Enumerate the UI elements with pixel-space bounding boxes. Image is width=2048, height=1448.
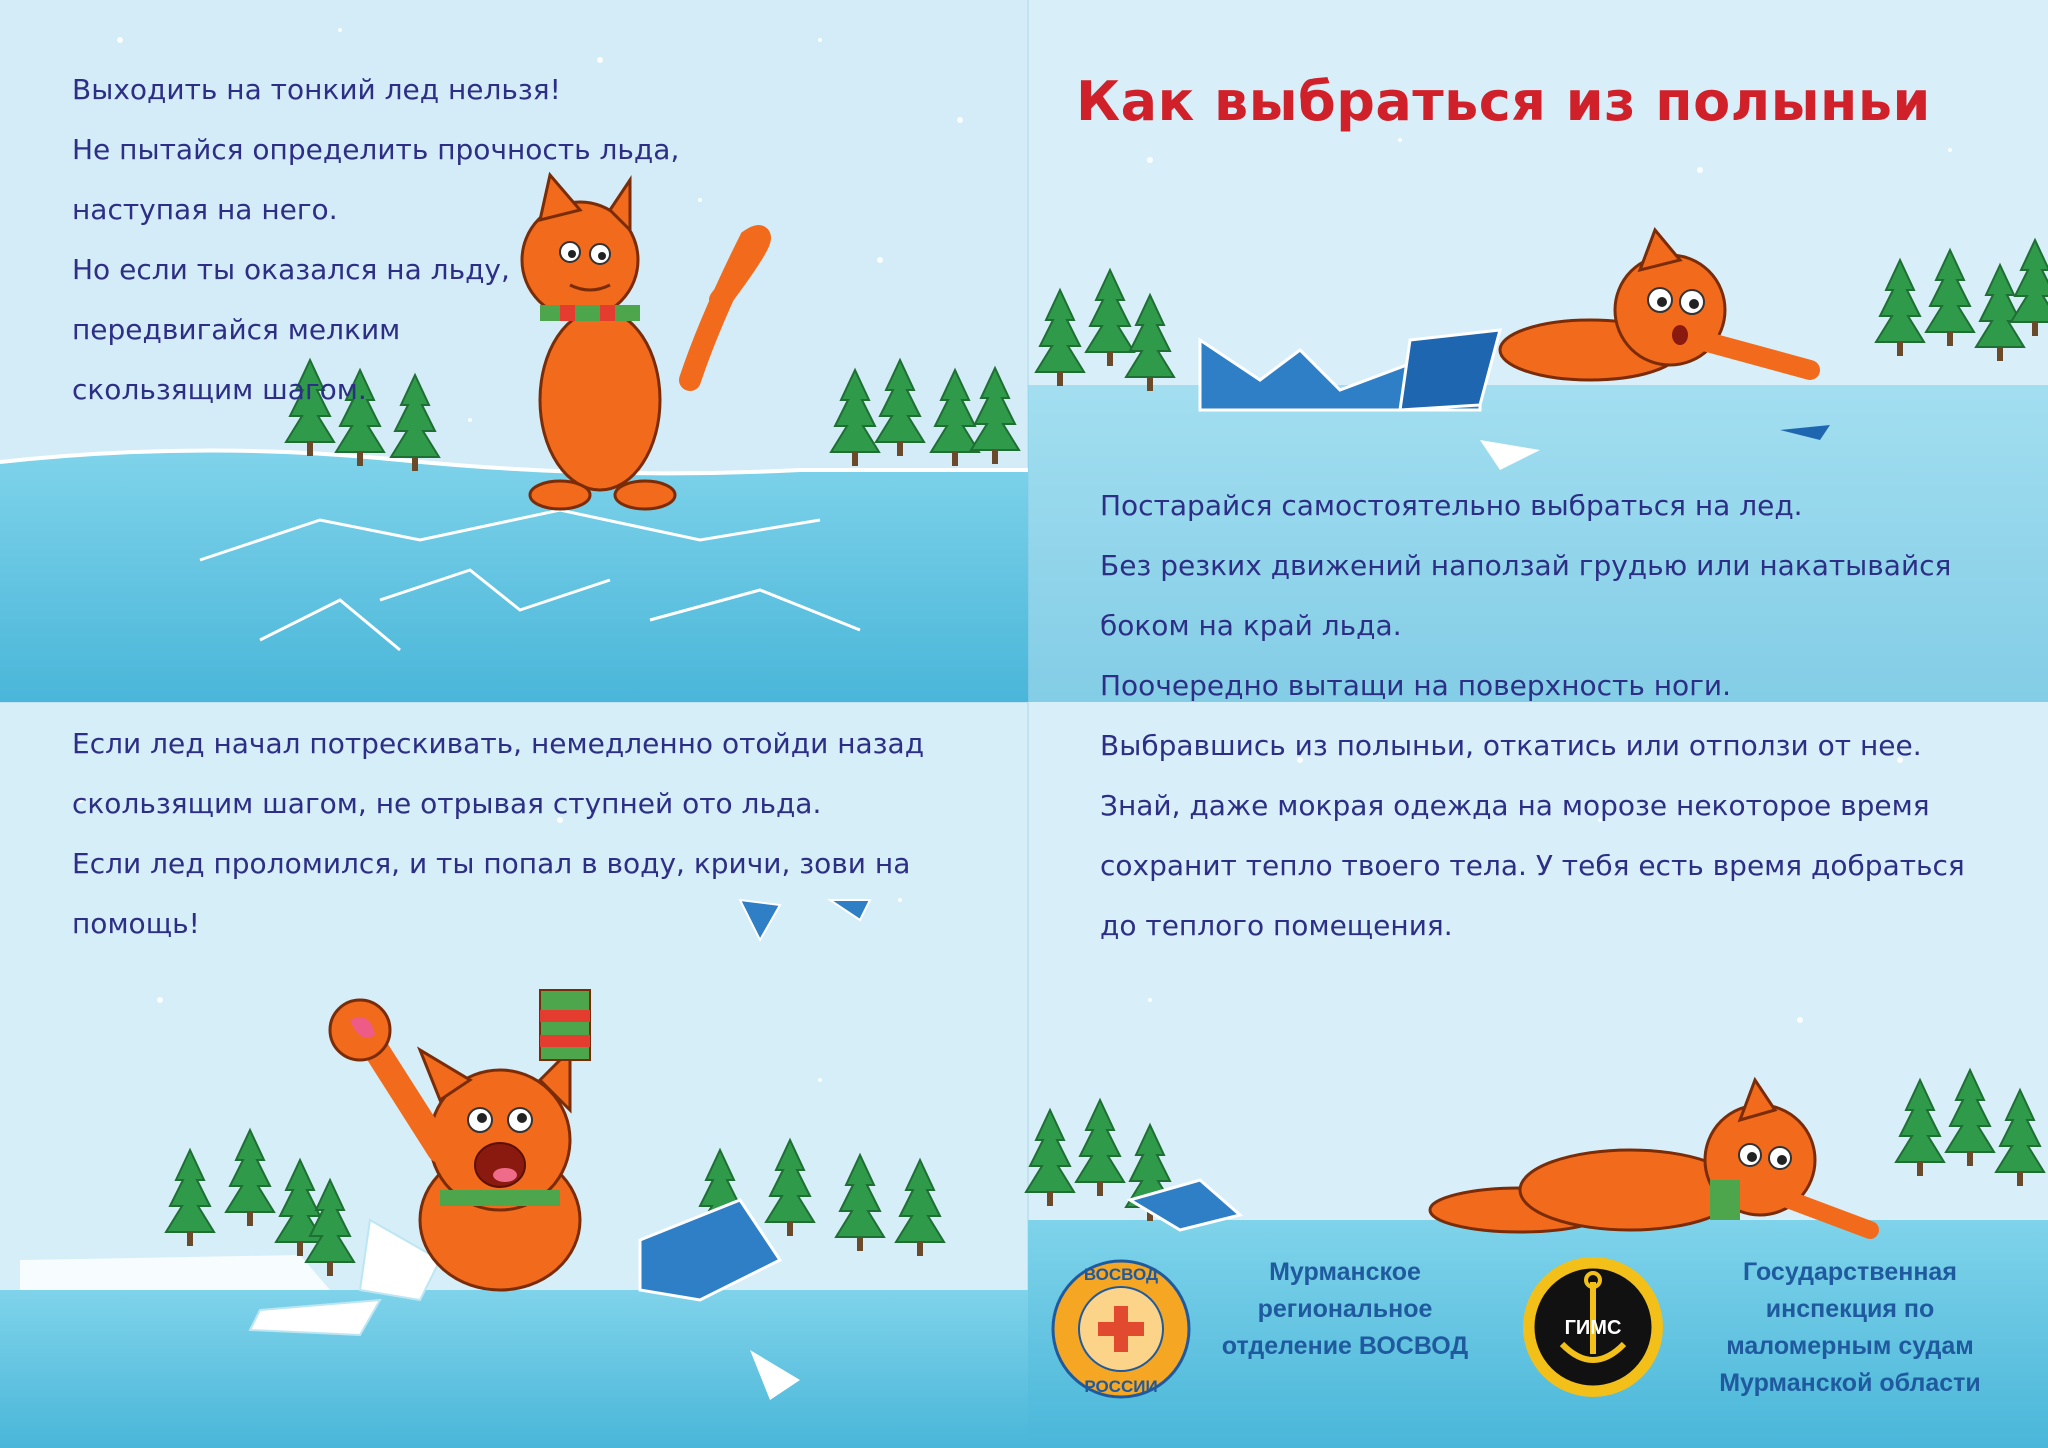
gims-logo-icon <box>1520 1254 1666 1400</box>
text-line: Постарайся самостоятельно выбраться на лед. <box>1100 489 1803 522</box>
text-line: помощь! <box>72 907 200 940</box>
org-line: инспекция по <box>1765 1295 1935 1323</box>
org-line: Мурманской области <box>1719 1369 1981 1397</box>
text-line: Поочередно вытащи на поверхность ноги. <box>1100 669 1731 702</box>
vosvod-logo-top-text: ВОСВОД <box>1083 1265 1159 1284</box>
text-line: передвигайся мелким <box>72 313 401 346</box>
org-line: отделение ВОСВОД <box>1221 1332 1469 1360</box>
text-line: скользящим шагом, не отрывая ступней ото льда. <box>72 787 822 820</box>
page-title: Как выбраться из полыньи <box>1076 70 1931 133</box>
text-self-rescue <box>1100 476 1965 956</box>
org-line: Государственная <box>1743 1258 1957 1286</box>
org-vosvod-name <box>1200 1254 1490 1365</box>
org-gims-name <box>1680 1254 2020 1402</box>
text-line: сохранит тепло твоего тела. У тебя есть время добраться <box>1100 849 1965 882</box>
text-line: боком на край льда. <box>1100 609 1402 642</box>
text-line: Знай, даже мокрая одежда на морозе некоторое время <box>1100 789 1930 822</box>
vosvod-logo-icon <box>1050 1258 1192 1400</box>
gims-logo-text: ГИМС <box>1564 1317 1622 1339</box>
text-line: скользящим шагом. <box>72 373 367 406</box>
org-line: маломерным судам <box>1726 1332 1974 1360</box>
text-line: Выбравшись из полыньи, откатись или отползи от нее. <box>1100 729 1922 762</box>
text-line: Если лед начал потрескивать, немедленно отойди назад <box>72 727 925 760</box>
text-line: Выходить на тонкий лед нельзя! <box>72 73 561 106</box>
text-line: наступая на него. <box>72 193 338 226</box>
text-line: Без резких движений наползай грудью или накатывайся <box>1100 549 1952 582</box>
org-line: региональное <box>1257 1295 1433 1323</box>
vosvod-logo-bottom-text: РОССИИ <box>1084 1377 1158 1396</box>
text-line: Но если ты оказался на льду, <box>72 253 510 286</box>
org-line: Мурманское <box>1269 1258 1421 1286</box>
text-line: Если лед проломился, и ты попал в воду, кричи, зови на <box>72 847 911 880</box>
text-ice-cracking <box>72 714 924 954</box>
text-line: до теплого помещения. <box>1100 909 1453 942</box>
text-line: Не пытайся определить прочность льда, <box>72 133 680 166</box>
text-thin-ice <box>72 60 679 420</box>
